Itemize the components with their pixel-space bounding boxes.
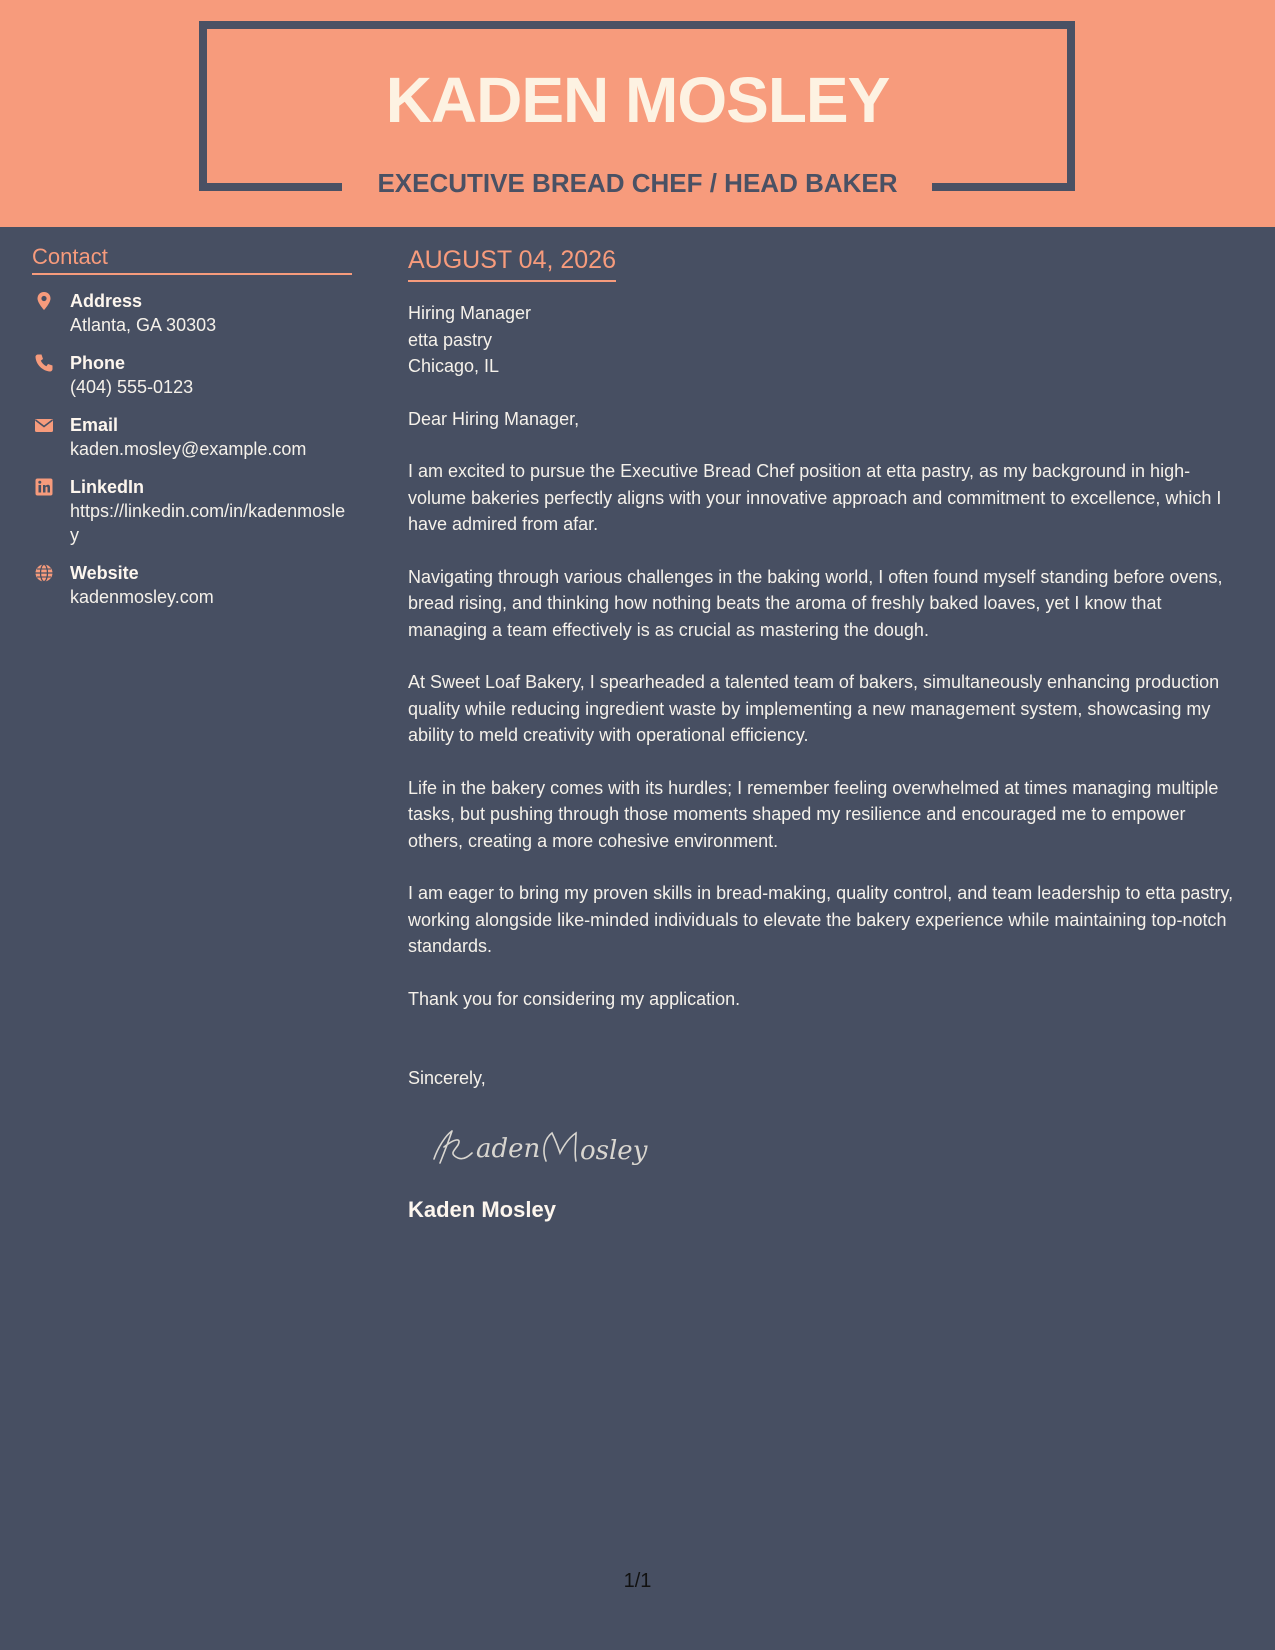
letter-paragraph: At Sweet Loaf Bakery, I spearheaded a talented team of bakers, simultaneously enhancing production quality while reducing ingredient waste by implementing a new management system, showcasing my ability to meld creativity with operational efficiency. [408, 672, 1220, 745]
contact-value: Atlanta, GA 30303 [70, 315, 217, 335]
letter-paragraph: I am excited to pursue the Executive Bread Chef position at etta pastry, as my background in high-volume bakeries perfectly aligns with your innovative approach and commitment to excellence, which I have admired from afar. [408, 461, 1222, 534]
letter-paragraph: Navigating through various challenges in the baking world, I often found myself standing before ovens, bread rising, and thinking how nothing beats the aroma of freshly baked loaves, yet I know that managing a team effectively is as crucial as mastering the dough. [408, 566, 1223, 640]
contact-sidebar [32, 243, 352, 623]
contact-value: https://linkedin.com/in/kadenmosley [70, 501, 346, 545]
letter-body [408, 244, 1243, 1224]
contact-email [32, 413, 352, 461]
contact-heading: Contact [32, 243, 352, 275]
closing: Sincerely, [408, 1068, 486, 1088]
contact-label: Website [70, 563, 139, 583]
signature-image [424, 1117, 664, 1177]
contact-value: (404) 555-0123 [70, 377, 194, 397]
map-pin-icon [34, 291, 54, 311]
contact-value: kaden.mosley@example.com [70, 439, 307, 459]
contact-label: LinkedIn [70, 477, 145, 497]
recipient-block [408, 300, 1243, 380]
contact-website [32, 561, 352, 609]
page-number: 1/1 [623, 1570, 652, 1592]
job-title: EXECUTIVE BREAD CHEF / HEAD BAKER [377, 168, 898, 198]
svg-text:osley: osley [580, 1136, 648, 1166]
contact-address [32, 289, 352, 337]
letter-paragraph: Life in the bakery comes with its hurdles; I remember feeling overwhelmed at times managing multiple tasks, but pushing through those moments shaped my resilience and encouraged me to empower others, creating a more cohesive environment. [408, 777, 1219, 851]
salutation: Dear Hiring Manager, [408, 408, 580, 429]
applicant-name: KADEN MOSLEY [385, 64, 890, 136]
recipient-line: etta pastry [408, 329, 493, 350]
signer-name: Kaden Mosley [408, 1197, 556, 1222]
envelope-icon [34, 415, 54, 435]
linkedin-icon [34, 477, 54, 497]
contact-list [32, 289, 352, 609]
recipient-line: Hiring Manager [408, 303, 532, 323]
phone-icon [34, 353, 54, 373]
contact-label: Phone [70, 353, 126, 373]
recipient-line: Chicago, IL [408, 356, 500, 376]
letter-paragraph: Thank you for considering my application. [408, 988, 741, 1009]
contact-value: kadenmosley.com [70, 587, 214, 607]
letter-paragraph: I am eager to bring my proven skills in bread-making, quality control, and team leadership to etta pastry, working alongside like-minded individuals to elevate the bakery experience while maintaining top-notch standards. [408, 883, 1234, 956]
contact-phone [32, 351, 352, 399]
letter-date: AUGUST 04, 2026 [408, 244, 616, 282]
svg-text:aden: aden [476, 1134, 541, 1164]
contact-label: Email [70, 415, 119, 435]
contact-linkedin [32, 475, 352, 547]
header-banner [0, 0, 1275, 227]
globe-icon [34, 563, 54, 583]
contact-label: Address [70, 291, 143, 311]
